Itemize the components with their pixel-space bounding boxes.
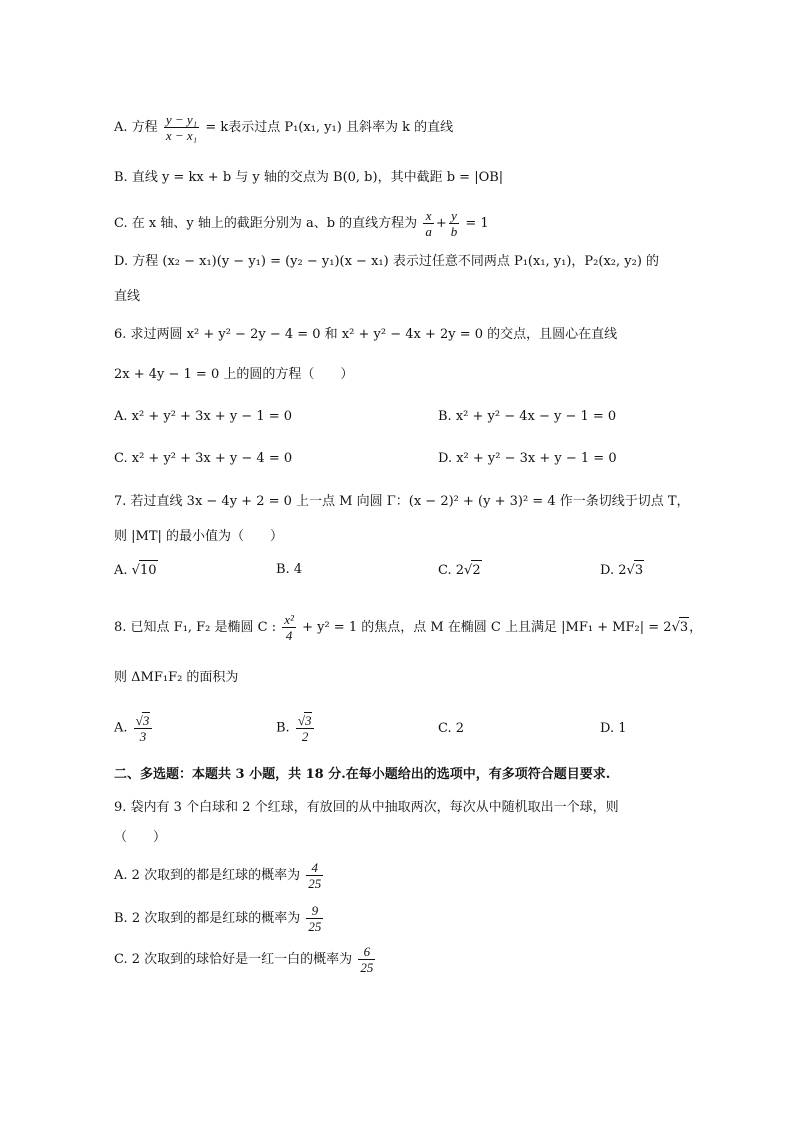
q9-option-b: B. 2 次取到的都是红球的概率为 $\frac{9}{25}$ [114, 903, 322, 934]
q9-option-c: C. 2 次取到的球恰好是一红一白的概率为 $\frac{6}{25}$ [114, 944, 374, 975]
fraction-x-over-a: $\frac{x}{a}$ [425, 208, 432, 239]
q6-option-d: D. x² + y² − 3x + y − 1 = 0 [438, 451, 617, 466]
fraction: $\frac{4}{25}$ [308, 860, 322, 891]
fraction: $\frac{6}{25}$ [360, 944, 374, 975]
q7-stem-line1: 7. 若过直线 3x − 4y + 2 = 0 上一点 M 向圆 Γ：(x − 2)² + (y + 3)² = 4 作一条切线于切点 T， [114, 494, 690, 509]
q5-option-c: C. 在 x 轴、y 轴上的截距分别为 a、b 的直线方程为 $\frac{x}{a}$ + $\frac{y}{b}$ = 1 [114, 208, 489, 239]
q8-option-d: D. 1 [600, 721, 627, 736]
q7-option-c: C. 2√2 [438, 560, 482, 581]
q5-option-b: B. 直线 y = kx + b 与 y 轴的交点为 B(0, b)，其中截距 b = |OB| [114, 170, 504, 185]
q5-option-a: A. 方程 $\frac{\text{y − y₁}}{\text{x − x₁}}$ = k表示过点 P₁(x₁, y₁) 且斜率为 k 的直线 [114, 112, 454, 143]
q5-option-d-cont: 直线 [114, 289, 141, 304]
q6-option-c: C. x² + y² + 3x + y − 4 = 0 [114, 451, 293, 466]
q9-stem-line2: （ ） [114, 830, 167, 845]
q7-stem-line2: 则 |MT| 的最小值为（ ） [114, 529, 284, 544]
q8-stem-line2: 则 ΔMF₁F₂ 的面积为 [114, 670, 239, 685]
q6-stem-line2: 2x + 4y − 1 = 0 上的圆的方程（ ） [114, 367, 354, 382]
fraction: $\frac{√3}{3}$ [134, 712, 153, 744]
section-heading: 二、多选题：本题共 3 小题，共 18 分.在每小题给出的选项中，有多项符合题目要求. [114, 767, 611, 782]
q9-option-a: A. 2 次取到的都是红球的概率为 $\frac{4}{25}$ [114, 860, 322, 891]
q9-stem-line1: 9. 袋内有 3 个白球和 2 个红球，有放回的从中抽取两次，每次从中随机取出一个球，则 [114, 800, 619, 815]
fraction: $\frac{\text{y − y₁}}{\text{x − x₁}}$ [165, 112, 198, 143]
q6-stem-line1: 6. 求过两圆 x² + y² − 2y − 4 = 0 和 x² + y² − 4x + 2y = 0 的交点，且圆心在直线 [114, 327, 618, 342]
q5-option-d: D. 方程 (x₂ − x₁)(y − y₁) = (y₂ − y₁)(x − x₁) 表示过任意不同两点 P₁(x₁, y₁)，P₂(x₂, y₂) 的 [114, 254, 660, 269]
q8-option-c: C. 2 [438, 721, 465, 736]
q6-option-a: A. x² + y² + 3x + y − 1 = 0 [114, 409, 293, 424]
fraction: $\frac{√3}{2}$ [296, 712, 315, 744]
q7-option-a: A. √10 [114, 560, 158, 581]
q7-option-b: B. 4 [276, 562, 303, 577]
q6-option-b: B. x² + y² − 4x − y − 1 = 0 [438, 409, 617, 424]
fraction: $\frac{9}{25}$ [308, 903, 322, 934]
q8-option-b: B. $\frac{√3}{2}$ [276, 712, 316, 744]
fraction-x2-over-4: $\frac{\text{x²}}{4}$ [284, 612, 294, 643]
q8-stem-line1: 8. 已知点 F₁, F₂ 是椭圆 C : $\frac{\text{x²}}{4}$ + y² = 1 的焦点，点 M 在椭圆 C 上且满足 |MF₁ + MF₂| = 2√3， [114, 612, 703, 643]
q8-option-a: A. $\frac{√3}{3}$ [114, 712, 154, 744]
fraction-y-over-b: $\frac{y}{b}$ [450, 208, 458, 239]
q7-option-d: D. 2√3 [600, 560, 644, 581]
